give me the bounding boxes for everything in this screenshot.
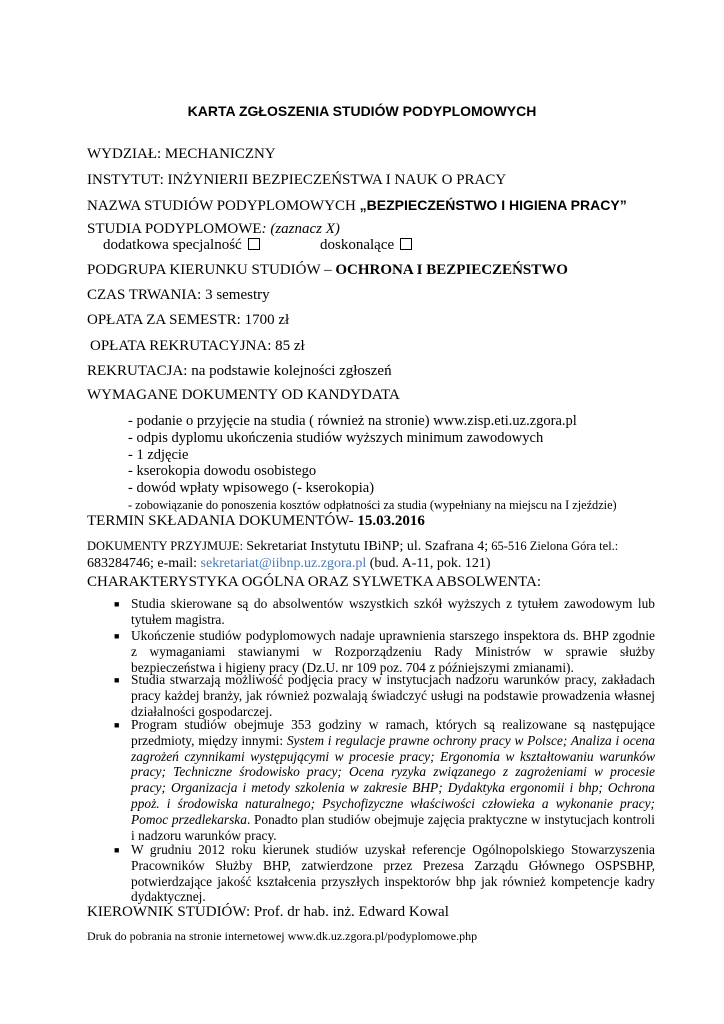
bullet-content: W grudniu 2012 roku kierunek studiów uzyskał referencje Ogólnopolskiego Stowarzyszenia Pracowników Służby BHP, zatwierdzone przez Prezesa Zarządu Głównego OSPSBHP, potwierdzające jakość kształcenia przyszłych inspektorów bhp jak również kompetencje kadry dydaktycznej. bbox=[131, 842, 655, 905]
bullet-content: Ukończenie studiów podyplomowych nadaje uprawnienia starszego inspektora ds. BHP zgodnie z wymaganiami stawianymi w Rozporządzeniu Rady Ministrów w sprawie służby bezpieczeństwa i higieny pracy (Dz.U. nr 109 poz. 704 z późniejszymi zmianami). bbox=[131, 628, 655, 675]
studia-option-doskonalace bbox=[320, 237, 412, 254]
bullet-pre: Program studiów obejmuje 353 godziny w ramach, których są realizowane są następujące przedmioty, między innymi: bbox=[131, 717, 655, 748]
dokument-item: - odpis dyplomu ukończenia studiów wyższych minimum zawodowych bbox=[128, 430, 544, 446]
oplata-rekrutacyjna-line: OPŁATA REKRUTACYJNA: 85 zł bbox=[90, 338, 305, 354]
bullet-icon: ■ bbox=[114, 845, 120, 855]
bullet-text bbox=[131, 628, 655, 675]
przyjmuje-line bbox=[87, 539, 618, 555]
dokument-item: - zobowiązanie do ponoszenia kosztów odpłatności za studia (wypełniany na miejscu na I zjeździe) bbox=[128, 498, 617, 512]
bullet-text bbox=[131, 596, 655, 628]
rekrutacja-line: REKRUTACJA: na podstawie kolejności zgłoszeń bbox=[87, 363, 392, 379]
studia-label: STUDIA PODYPLOMOWE bbox=[87, 221, 262, 237]
oplata-semestr-line: OPŁATA ZA SEMESTR: 1700 zł bbox=[87, 312, 290, 328]
przyjmuje-city: 65-516 Zielona Góra tel.: bbox=[488, 539, 619, 553]
podgrupa-line bbox=[87, 262, 568, 279]
checkbox-dodatkowa[interactable] bbox=[248, 238, 260, 250]
dokument-item: - podanie o przyjęcie na studia ( również na stronie) www.zisp.eti.uz.zgora.pl bbox=[128, 413, 577, 429]
room-label: (bud. A-11, pok. 121) bbox=[366, 556, 491, 571]
termin-label: TERMIN SKŁADANIA DOKUMENTÓW- bbox=[87, 513, 358, 529]
bullet-content: Studia stwarzają możliwość podjęcia pracy w instytucjach nadzoru warunków pracy, zakładach pracy każdej branży, jak również pozwalają świadczyć usługi na podstawie prowadzenia własnej działalności gospodarczej. bbox=[131, 672, 655, 719]
kontakt-line bbox=[87, 556, 491, 572]
dokumenty-heading: WYMAGANE DOKUMENTY OD KANDYDATA bbox=[87, 387, 400, 403]
option-label: dodatkowa specjalność bbox=[103, 237, 242, 253]
charakterystyka-heading: CHARAKTERYSTYKA OGÓLNA ORAZ SYLWETKA ABSOLWENTA: bbox=[87, 574, 542, 590]
email-link[interactable]: sekretariat@iibnp.uz.zgora.pl bbox=[200, 556, 367, 571]
wydzial-line: WYDZIAŁ: MECHANICZNY bbox=[87, 146, 276, 162]
czas-line: CZAS TRWANIA: 3 semestry bbox=[87, 287, 270, 303]
dokument-item: - dowód wpłaty wpisowego (- kserokopia) bbox=[128, 480, 375, 496]
studia-line bbox=[87, 221, 340, 238]
footer-note: Druk do pobrania na stronie internetowej www.dk.uz.zgora.pl/podyplomowe.php bbox=[87, 929, 478, 943]
bullet-subjects: System i regulacje prawne ochrony pracy w Polsce; Analiza i ocena zagrożeń czynnikami występującymi w procesie pracy; Ergonomia w kształtowaniu warunków pracy; Techniczne środowisko pracy; Ocena ryzyka związanego z zagrożeniami w procesie pracy; Organizacja i metody szkolenia w zakresie BHP; Dydaktyka ergonomii i bhp; Ochrona ppoż. i środowiska naturalnego; Psychofizyczne właściwości człowieka a wykonanie pracy; Pomoc przedlekarska bbox=[131, 732, 655, 827]
bullet-text bbox=[131, 672, 655, 719]
bullet-post: . Ponadto plan studiów obejmuje zajęcia praktyczne w instytucjach kontroli i nadzoru warunków pracy. bbox=[131, 811, 655, 843]
dokument-item: - 1 zdjęcie bbox=[128, 447, 189, 463]
przyjmuje-label: DOKUMENTY PRZYJMUJE: bbox=[87, 539, 247, 553]
podgrupa-value: OCHRONA I BEZPIECZEŃSTWO bbox=[335, 262, 568, 278]
nazwa-line bbox=[87, 197, 627, 215]
studia-option-dodatkowa bbox=[103, 237, 260, 254]
nazwa-label: NAZWA STUDIÓW PODYPLOMOWYCH bbox=[87, 198, 360, 214]
checkbox-doskonalace[interactable] bbox=[400, 238, 412, 250]
option-label: doskonalące bbox=[320, 237, 395, 253]
dokument-item: - kserokopia dowodu osobistego bbox=[128, 463, 317, 479]
przyjmuje-office: Sekretariat Instytutu IBiNP; ul. Szafrana 4; bbox=[246, 539, 489, 554]
bullet-icon: ■ bbox=[114, 720, 120, 730]
bullet-text bbox=[131, 717, 655, 843]
page-title: KARTA ZGŁOSZENIA STUDIÓW PODYPLOMOWYCH bbox=[187, 103, 537, 119]
nazwa-value: „BEZPIECZEŃSTWO I HIGIENA PRACY” bbox=[359, 197, 627, 213]
bullet-icon: ■ bbox=[114, 599, 120, 609]
bullet-icon: ■ bbox=[114, 631, 120, 641]
termin-line bbox=[87, 513, 425, 530]
termin-date: 15.03.2016 bbox=[357, 513, 425, 529]
bullet-text bbox=[131, 842, 655, 905]
podgrupa-label: PODGRUPA KIERUNKU STUDIÓW – bbox=[87, 262, 336, 278]
bullet-icon: ■ bbox=[114, 675, 120, 685]
bullet-content: Studia skierowane są do absolwentów wszystkich szkół wyższych z tytułem zawodowym lub tytułem magistra. bbox=[131, 596, 655, 627]
studia-hint: : (zaznacz X) bbox=[261, 221, 340, 237]
phone-label: 683284746; e-mail: bbox=[87, 556, 201, 571]
kierownik-line: KIEROWNIK STUDIÓW: Prof. dr hab. inż. Edward Kowal bbox=[87, 904, 449, 920]
instytut-line: INSTYTUT: INŻYNIERII BEZPIECZEŃSTWA I NAUK O PRACY bbox=[87, 172, 507, 188]
